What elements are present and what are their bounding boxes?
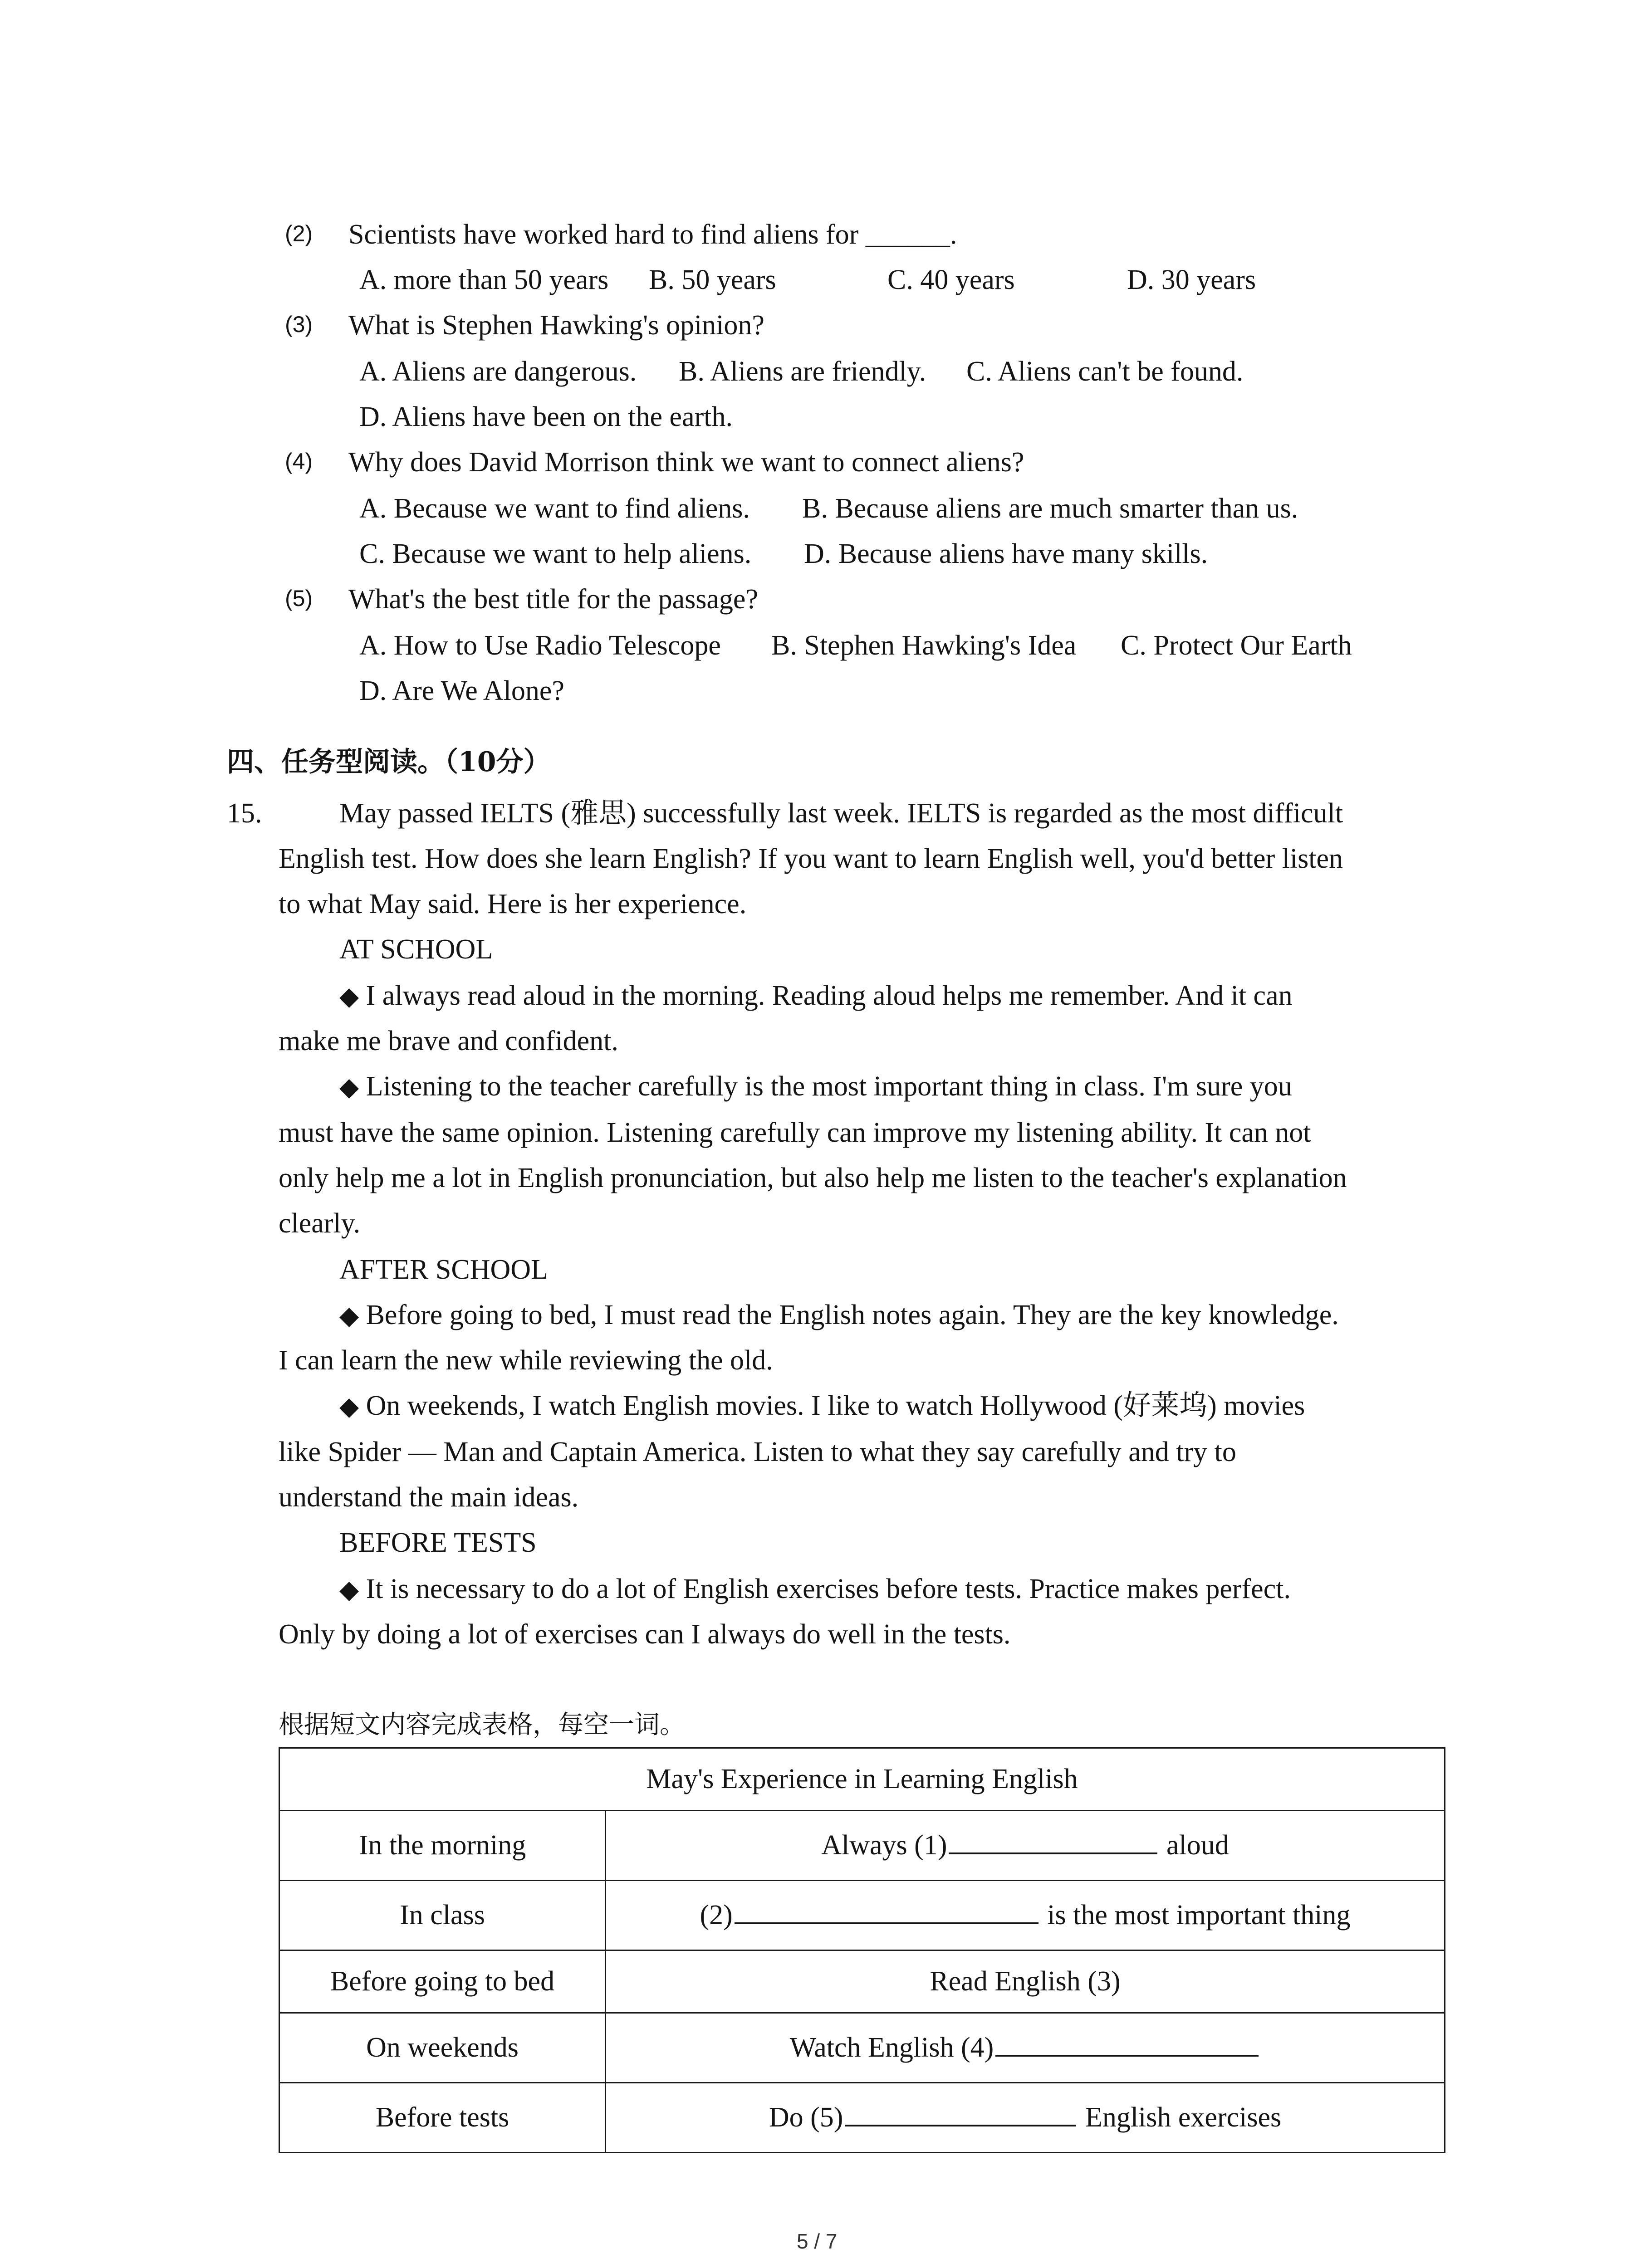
passage-line: to what May said. Here is her experience. [279,889,747,919]
passage-line: only help me a lot in English pronunciation, but also help me listen to the teacher's explanation [279,1163,1347,1193]
question-number: (3) [285,312,313,337]
question-stem: Scientists have worked hard to find aliens for ______. [348,219,957,250]
option-b: B. Aliens are friendly. [679,356,926,387]
question-number: 15. [227,798,262,829]
option-d: D. Are We Alone? [359,675,564,706]
row-content [606,1881,1445,1950]
row-text: Watch English (4) [789,2032,994,2063]
row-text: is the most important thing [1047,1900,1351,1931]
answer-blank[interactable] [845,2107,1076,2126]
row-label: In class [279,1881,606,1950]
page-number: 5 / 7 [797,2229,838,2253]
table-row [279,1811,1445,1881]
passage-line: Before going to bed, I must read the English notes again. They are the key knowledge. [366,1300,1339,1330]
option-b: B. Stephen Hawking's Idea [771,630,1077,661]
passage-line: understand the main ideas. [279,1482,579,1513]
option-a: A. Aliens are dangerous. [359,356,637,387]
passage-line: Listening to the teacher carefully is the most important thing in class. I'm sure you [366,1071,1292,1102]
question-number: (5) [285,586,313,611]
passage-line: I can learn the new while reviewing the old. [279,1345,773,1376]
section-label: AT SCHOOL [339,934,493,965]
row-label: Before going to bed [279,1950,606,2013]
passage-line: May passed IELTS (雅思) successfully last week. IELTS is regarded as the most difficult [339,798,1343,829]
experience-table [279,1747,1445,2153]
row-content [606,2013,1445,2083]
option-c: C. 40 years [887,264,1015,295]
bullet-line [339,982,1293,1010]
option-d: D. Because aliens have many skills. [804,538,1208,569]
diamond-bullet-icon: ◆ [339,982,359,1011]
row-text: Do (5) [769,2102,843,2133]
diamond-bullet-icon: ◆ [339,1393,359,1421]
passage-line: like Spider — Man and Captain America. Listen to what they say carefully and try to [279,1437,1236,1467]
row-text: (2) [700,1900,733,1931]
bullet-line [339,1072,1292,1100]
row-content [606,1811,1445,1881]
row-text: Read English (3) [930,1966,1121,1997]
instruction: 根据短文内容完成表格，每空一词。 [279,1710,685,1740]
table-row [279,1950,1445,2013]
answer-blank[interactable] [949,1834,1157,1854]
option-b: B. Because aliens are much smarter than us. [802,493,1298,524]
bullet-line [339,1575,1291,1603]
diamond-bullet-icon: ◆ [339,1302,359,1330]
option-a: A. How to Use Radio Telescope [359,630,721,661]
passage-line: Only by doing a lot of exercises can I always do well in the tests. [279,1619,1011,1650]
section-heading: 四、任务型阅读。（10分） [227,746,551,778]
passage-line: I always read aloud in the morning. Reading aloud helps me remember. And it can [366,980,1293,1011]
question-stem: What's the best title for the passage? [348,584,758,615]
answer-blank[interactable] [735,1904,1038,1924]
answer-blank[interactable] [995,2037,1259,2057]
row-label: On weekends [279,2013,606,2083]
table-row [279,2013,1445,2083]
option-c: C. Because we want to help aliens. [359,538,752,569]
option-c: C. Aliens can't be found. [966,356,1244,387]
row-content [606,1950,1445,2013]
passage-line: On weekends, I watch English movies. I like to watch Hollywood (好莱坞) movies [366,1390,1305,1421]
table-title: May's Experience in Learning English [279,1748,1445,1811]
passage-line: must have the same opinion. Listening carefully can improve my listening ability. It can not [279,1117,1311,1148]
option-c: C. Protect Our Earth [1121,630,1352,661]
option-b: B. 50 years [649,264,776,295]
row-text: English exercises [1085,2102,1282,2133]
table-row [279,1881,1445,1950]
option-a: A. Because we want to find aliens. [359,493,750,524]
passage-line: It is necessary to do a lot of English exercises before tests. Practice makes perfect. [366,1574,1291,1604]
row-label: Before tests [279,2083,606,2153]
row-content [606,2083,1445,2153]
question-number: (2) [285,221,313,246]
question-stem: What is Stephen Hawking's opinion? [348,310,764,341]
option-a: A. more than 50 years [359,264,609,295]
diamond-bullet-icon: ◆ [339,1576,359,1604]
row-text: aloud [1166,1830,1229,1861]
section-label: BEFORE TESTS [339,1527,537,1558]
bullet-line [339,1392,1305,1420]
row-text: Always (1) [821,1830,947,1861]
question-stem: Why does David Morrison think we want to connect aliens? [348,447,1024,478]
passage-line: clearly. [279,1208,361,1239]
table-row [279,2083,1445,2153]
option-d: D. Aliens have been on the earth. [359,401,733,432]
section-label: AFTER SCHOOL [339,1254,548,1285]
bullet-line [339,1301,1339,1329]
row-label: In the morning [279,1811,606,1881]
diamond-bullet-icon: ◆ [339,1073,359,1101]
passage-line: make me brave and confident. [279,1026,618,1056]
question-number: (4) [285,449,313,474]
option-d: D. 30 years [1127,264,1256,295]
passage-line: English test. How does she learn English? If you want to learn English well, you'd better listen [279,843,1343,874]
